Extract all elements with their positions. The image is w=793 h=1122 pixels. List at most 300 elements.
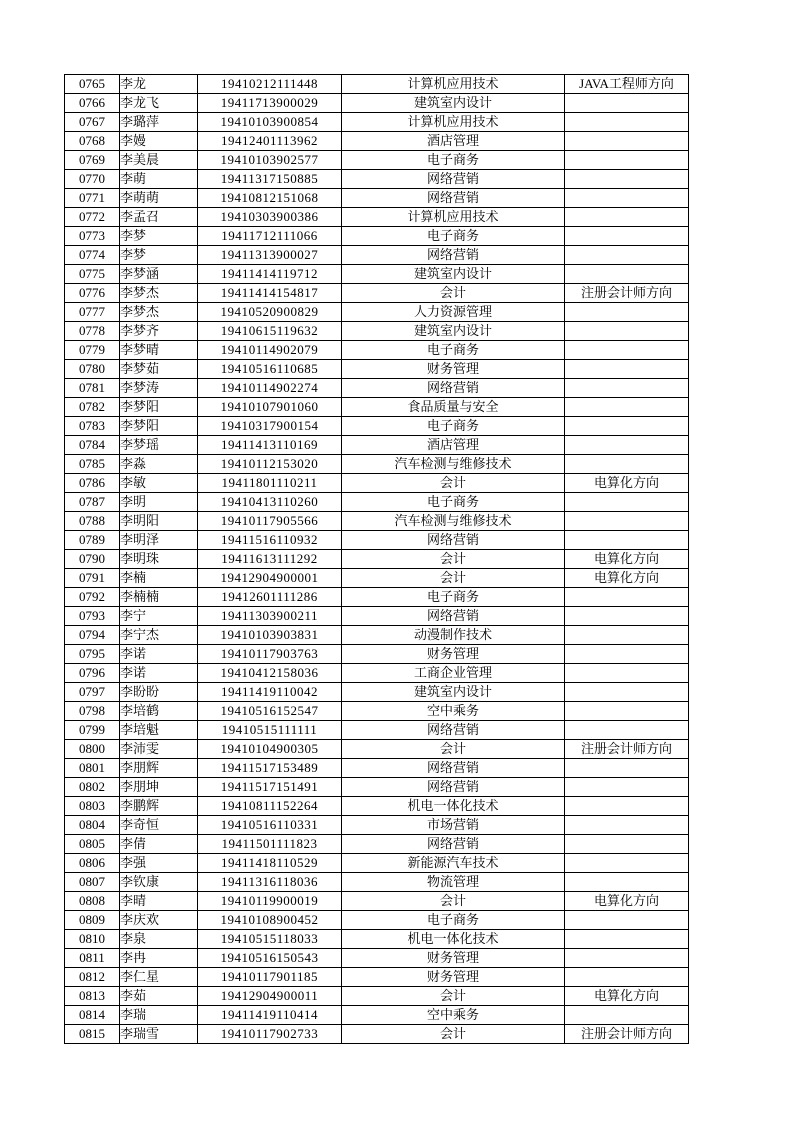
cell-direction bbox=[565, 778, 689, 797]
cell-direction bbox=[565, 322, 689, 341]
table-row bbox=[65, 227, 689, 246]
cell-major: 会计 bbox=[342, 550, 565, 569]
table-row bbox=[65, 645, 689, 664]
cell-major: 空中乘务 bbox=[342, 1006, 565, 1025]
cell-major: 会计 bbox=[342, 740, 565, 759]
table-row bbox=[65, 987, 689, 1006]
cell-name: 李诺 bbox=[120, 664, 198, 683]
cell-direction bbox=[565, 797, 689, 816]
cell-direction bbox=[565, 227, 689, 246]
table-row bbox=[65, 455, 689, 474]
cell-student-number: 19410615119632 bbox=[198, 322, 342, 341]
cell-direction bbox=[565, 189, 689, 208]
cell-id: 0809 bbox=[65, 911, 120, 930]
cell-name: 李梦茹 bbox=[120, 360, 198, 379]
cell-id: 0812 bbox=[65, 968, 120, 987]
cell-student-number: 19410114902274 bbox=[198, 379, 342, 398]
cell-direction: JAVA工程师方向 bbox=[565, 75, 689, 94]
cell-direction: 电算化方向 bbox=[565, 569, 689, 588]
cell-student-number: 19410303900386 bbox=[198, 208, 342, 227]
cell-id: 0767 bbox=[65, 113, 120, 132]
table-row bbox=[65, 873, 689, 892]
cell-name: 李庆欢 bbox=[120, 911, 198, 930]
cell-name: 李璐萍 bbox=[120, 113, 198, 132]
cell-student-number: 19411414119712 bbox=[198, 265, 342, 284]
cell-name: 李晴 bbox=[120, 892, 198, 911]
cell-student-number: 19410317900154 bbox=[198, 417, 342, 436]
cell-student-number: 19410114902079 bbox=[198, 341, 342, 360]
cell-major: 网络营销 bbox=[342, 835, 565, 854]
cell-student-number: 19411712111066 bbox=[198, 227, 342, 246]
cell-student-number: 19410516152547 bbox=[198, 702, 342, 721]
cell-major: 汽车检测与维修技术 bbox=[342, 512, 565, 531]
cell-major: 网络营销 bbox=[342, 531, 565, 550]
cell-id: 0796 bbox=[65, 664, 120, 683]
cell-major: 网络营销 bbox=[342, 778, 565, 797]
table-row bbox=[65, 113, 689, 132]
cell-id: 0785 bbox=[65, 455, 120, 474]
cell-direction bbox=[565, 607, 689, 626]
cell-id: 0774 bbox=[65, 246, 120, 265]
table-row bbox=[65, 379, 689, 398]
table-row bbox=[65, 189, 689, 208]
cell-major: 财务管理 bbox=[342, 949, 565, 968]
cell-direction bbox=[565, 854, 689, 873]
cell-direction: 电算化方向 bbox=[565, 550, 689, 569]
cell-name: 李龙 bbox=[120, 75, 198, 94]
cell-student-number: 19410108900452 bbox=[198, 911, 342, 930]
cell-major: 新能源汽车技术 bbox=[342, 854, 565, 873]
cell-direction bbox=[565, 835, 689, 854]
cell-student-number: 19411414154817 bbox=[198, 284, 342, 303]
cell-name: 李仁星 bbox=[120, 968, 198, 987]
cell-major: 财务管理 bbox=[342, 968, 565, 987]
cell-student-number: 19411419110414 bbox=[198, 1006, 342, 1025]
cell-name: 李泉 bbox=[120, 930, 198, 949]
table-row bbox=[65, 493, 689, 512]
cell-direction: 电算化方向 bbox=[565, 474, 689, 493]
cell-direction: 注册会计师方向 bbox=[565, 740, 689, 759]
table-row bbox=[65, 151, 689, 170]
cell-id: 0803 bbox=[65, 797, 120, 816]
cell-student-number: 19411516110932 bbox=[198, 531, 342, 550]
cell-student-number: 19410103900854 bbox=[198, 113, 342, 132]
cell-id: 0794 bbox=[65, 626, 120, 645]
cell-major: 建筑室内设计 bbox=[342, 322, 565, 341]
table-row bbox=[65, 284, 689, 303]
cell-name: 李钦康 bbox=[120, 873, 198, 892]
cell-name: 李诺 bbox=[120, 645, 198, 664]
cell-id: 0795 bbox=[65, 645, 120, 664]
cell-name: 李梦 bbox=[120, 246, 198, 265]
cell-id: 0782 bbox=[65, 398, 120, 417]
cell-id: 0786 bbox=[65, 474, 120, 493]
cell-name: 李鹏辉 bbox=[120, 797, 198, 816]
cell-id: 0787 bbox=[65, 493, 120, 512]
cell-major: 工商企业管理 bbox=[342, 664, 565, 683]
cell-name: 李梦晴 bbox=[120, 341, 198, 360]
cell-major: 计算机应用技术 bbox=[342, 113, 565, 132]
cell-major: 计算机应用技术 bbox=[342, 208, 565, 227]
cell-major: 会计 bbox=[342, 569, 565, 588]
cell-major: 财务管理 bbox=[342, 360, 565, 379]
cell-student-number: 19410516150543 bbox=[198, 949, 342, 968]
cell-student-number: 19411418110529 bbox=[198, 854, 342, 873]
cell-name: 李楠 bbox=[120, 569, 198, 588]
cell-id: 0765 bbox=[65, 75, 120, 94]
cell-major: 会计 bbox=[342, 892, 565, 911]
cell-direction bbox=[565, 512, 689, 531]
cell-major: 计算机应用技术 bbox=[342, 75, 565, 94]
cell-direction bbox=[565, 455, 689, 474]
table-row bbox=[65, 892, 689, 911]
cell-student-number: 19412401113962 bbox=[198, 132, 342, 151]
table-row bbox=[65, 569, 689, 588]
table-row bbox=[65, 835, 689, 854]
cell-major: 电子商务 bbox=[342, 911, 565, 930]
cell-id: 0779 bbox=[65, 341, 120, 360]
cell-direction: 注册会计师方向 bbox=[565, 1025, 689, 1044]
cell-student-number: 19411317150885 bbox=[198, 170, 342, 189]
table-row bbox=[65, 930, 689, 949]
table-row bbox=[65, 341, 689, 360]
table-row bbox=[65, 1006, 689, 1025]
table-row bbox=[65, 588, 689, 607]
table-row bbox=[65, 417, 689, 436]
cell-id: 0799 bbox=[65, 721, 120, 740]
cell-name: 李瑞 bbox=[120, 1006, 198, 1025]
cell-id: 0788 bbox=[65, 512, 120, 531]
cell-id: 0793 bbox=[65, 607, 120, 626]
cell-direction bbox=[565, 94, 689, 113]
table-row bbox=[65, 550, 689, 569]
table-row bbox=[65, 303, 689, 322]
table-row bbox=[65, 626, 689, 645]
cell-student-number: 19410413110260 bbox=[198, 493, 342, 512]
cell-name: 李明 bbox=[120, 493, 198, 512]
cell-name: 李美晨 bbox=[120, 151, 198, 170]
cell-id: 0797 bbox=[65, 683, 120, 702]
cell-id: 0781 bbox=[65, 379, 120, 398]
cell-direction bbox=[565, 873, 689, 892]
cell-id: 0806 bbox=[65, 854, 120, 873]
cell-direction bbox=[565, 208, 689, 227]
cell-direction bbox=[565, 341, 689, 360]
cell-direction bbox=[565, 968, 689, 987]
cell-student-number: 19411613111292 bbox=[198, 550, 342, 569]
cell-major: 网络营销 bbox=[342, 759, 565, 778]
cell-student-number: 19410103903831 bbox=[198, 626, 342, 645]
cell-id: 0789 bbox=[65, 531, 120, 550]
table-row bbox=[65, 170, 689, 189]
cell-direction bbox=[565, 265, 689, 284]
cell-name: 李淼 bbox=[120, 455, 198, 474]
cell-major: 电子商务 bbox=[342, 227, 565, 246]
table-row bbox=[65, 75, 689, 94]
cell-student-number: 19410117905566 bbox=[198, 512, 342, 531]
cell-name: 李梦阳 bbox=[120, 417, 198, 436]
cell-direction bbox=[565, 816, 689, 835]
cell-major: 网络营销 bbox=[342, 607, 565, 626]
cell-name: 李盼盼 bbox=[120, 683, 198, 702]
cell-major: 市场营销 bbox=[342, 816, 565, 835]
table-row bbox=[65, 132, 689, 151]
cell-id: 0768 bbox=[65, 132, 120, 151]
cell-student-number: 19411419110042 bbox=[198, 683, 342, 702]
cell-student-number: 19410112153020 bbox=[198, 455, 342, 474]
table-row bbox=[65, 246, 689, 265]
cell-student-number: 19410516110685 bbox=[198, 360, 342, 379]
cell-student-number: 19410104900305 bbox=[198, 740, 342, 759]
cell-major: 电子商务 bbox=[342, 341, 565, 360]
cell-id: 0814 bbox=[65, 1006, 120, 1025]
cell-major: 电子商务 bbox=[342, 151, 565, 170]
cell-student-number: 19410119900019 bbox=[198, 892, 342, 911]
cell-id: 0807 bbox=[65, 873, 120, 892]
cell-id: 0791 bbox=[65, 569, 120, 588]
cell-id: 0773 bbox=[65, 227, 120, 246]
table-row bbox=[65, 759, 689, 778]
cell-student-number: 19411316118036 bbox=[198, 873, 342, 892]
cell-major: 网络营销 bbox=[342, 379, 565, 398]
cell-major: 会计 bbox=[342, 474, 565, 493]
cell-student-number: 19412904900001 bbox=[198, 569, 342, 588]
cell-major: 建筑室内设计 bbox=[342, 683, 565, 702]
table-row bbox=[65, 436, 689, 455]
cell-name: 李梦阳 bbox=[120, 398, 198, 417]
cell-id: 0780 bbox=[65, 360, 120, 379]
cell-direction bbox=[565, 360, 689, 379]
cell-major: 空中乘务 bbox=[342, 702, 565, 721]
cell-name: 李萌萌 bbox=[120, 189, 198, 208]
cell-major: 网络营销 bbox=[342, 721, 565, 740]
cell-student-number: 19412601111286 bbox=[198, 588, 342, 607]
cell-major: 人力资源管理 bbox=[342, 303, 565, 322]
cell-id: 0801 bbox=[65, 759, 120, 778]
cell-id: 0800 bbox=[65, 740, 120, 759]
cell-direction bbox=[565, 170, 689, 189]
table-row bbox=[65, 968, 689, 987]
cell-id: 0771 bbox=[65, 189, 120, 208]
cell-name: 李楠楠 bbox=[120, 588, 198, 607]
table-row bbox=[65, 797, 689, 816]
cell-major: 机电一体化技术 bbox=[342, 797, 565, 816]
table-row bbox=[65, 398, 689, 417]
table-row bbox=[65, 683, 689, 702]
cell-direction bbox=[565, 113, 689, 132]
cell-name: 李梦瑶 bbox=[120, 436, 198, 455]
cell-major: 建筑室内设计 bbox=[342, 94, 565, 113]
cell-major: 会计 bbox=[342, 1025, 565, 1044]
cell-direction: 电算化方向 bbox=[565, 892, 689, 911]
cell-major: 电子商务 bbox=[342, 588, 565, 607]
cell-name: 李奇恒 bbox=[120, 816, 198, 835]
cell-direction bbox=[565, 911, 689, 930]
table-row bbox=[65, 702, 689, 721]
cell-name: 李梦杰 bbox=[120, 284, 198, 303]
table-row bbox=[65, 1025, 689, 1044]
cell-name: 李冉 bbox=[120, 949, 198, 968]
table-row bbox=[65, 265, 689, 284]
cell-major: 汽车检测与维修技术 bbox=[342, 455, 565, 474]
cell-student-number: 19411517151491 bbox=[198, 778, 342, 797]
cell-major: 酒店管理 bbox=[342, 132, 565, 151]
cell-name: 李梦涵 bbox=[120, 265, 198, 284]
cell-student-number: 19411713900029 bbox=[198, 94, 342, 113]
cell-student-number: 19410412158036 bbox=[198, 664, 342, 683]
cell-student-number: 19411313900027 bbox=[198, 246, 342, 265]
cell-id: 0811 bbox=[65, 949, 120, 968]
cell-student-number: 19410117901185 bbox=[198, 968, 342, 987]
cell-name: 李敏 bbox=[120, 474, 198, 493]
cell-id: 0790 bbox=[65, 550, 120, 569]
cell-id: 0775 bbox=[65, 265, 120, 284]
table-row bbox=[65, 816, 689, 835]
table-row bbox=[65, 911, 689, 930]
cell-direction bbox=[565, 664, 689, 683]
cell-major: 电子商务 bbox=[342, 493, 565, 512]
cell-student-number: 19410515111111 bbox=[198, 721, 342, 740]
table-row bbox=[65, 778, 689, 797]
cell-name: 李沛雯 bbox=[120, 740, 198, 759]
cell-id: 0813 bbox=[65, 987, 120, 1006]
cell-student-number: 19411303900211 bbox=[198, 607, 342, 626]
cell-direction bbox=[565, 1006, 689, 1025]
cell-id: 0798 bbox=[65, 702, 120, 721]
roster-body bbox=[65, 75, 689, 1044]
cell-student-number: 19410103902577 bbox=[198, 151, 342, 170]
cell-direction bbox=[565, 930, 689, 949]
cell-id: 0815 bbox=[65, 1025, 120, 1044]
cell-name: 李倩 bbox=[120, 835, 198, 854]
cell-student-number: 19411801110211 bbox=[198, 474, 342, 493]
cell-name: 李梦涛 bbox=[120, 379, 198, 398]
cell-id: 0772 bbox=[65, 208, 120, 227]
table-row bbox=[65, 322, 689, 341]
table-row bbox=[65, 949, 689, 968]
cell-id: 0783 bbox=[65, 417, 120, 436]
cell-student-number: 19411501111823 bbox=[198, 835, 342, 854]
student-roster-table bbox=[64, 74, 689, 1044]
cell-id: 0808 bbox=[65, 892, 120, 911]
cell-direction bbox=[565, 531, 689, 550]
cell-direction bbox=[565, 417, 689, 436]
cell-student-number: 19412904900011 bbox=[198, 987, 342, 1006]
table-row bbox=[65, 208, 689, 227]
table-row bbox=[65, 474, 689, 493]
table-row bbox=[65, 854, 689, 873]
cell-id: 0769 bbox=[65, 151, 120, 170]
cell-direction: 电算化方向 bbox=[565, 987, 689, 1006]
cell-direction bbox=[565, 683, 689, 702]
cell-name: 李梦杰 bbox=[120, 303, 198, 322]
cell-student-number: 19411517153489 bbox=[198, 759, 342, 778]
cell-name: 李明珠 bbox=[120, 550, 198, 569]
cell-id: 0810 bbox=[65, 930, 120, 949]
cell-major: 会计 bbox=[342, 987, 565, 1006]
cell-student-number: 19410811152264 bbox=[198, 797, 342, 816]
cell-student-number: 19410520900829 bbox=[198, 303, 342, 322]
table-row bbox=[65, 664, 689, 683]
cell-name: 李梦 bbox=[120, 227, 198, 246]
cell-major: 建筑室内设计 bbox=[342, 265, 565, 284]
cell-id: 0802 bbox=[65, 778, 120, 797]
cell-direction bbox=[565, 493, 689, 512]
cell-id: 0804 bbox=[65, 816, 120, 835]
cell-direction bbox=[565, 759, 689, 778]
table-row bbox=[65, 360, 689, 379]
cell-direction bbox=[565, 588, 689, 607]
cell-student-number: 19410117903763 bbox=[198, 645, 342, 664]
cell-direction bbox=[565, 626, 689, 645]
cell-major: 食品质量与安全 bbox=[342, 398, 565, 417]
cell-student-number: 19410107901060 bbox=[198, 398, 342, 417]
cell-direction bbox=[565, 398, 689, 417]
cell-student-number: 19410516110331 bbox=[198, 816, 342, 835]
cell-id: 0784 bbox=[65, 436, 120, 455]
table-row bbox=[65, 607, 689, 626]
cell-name: 李宁杰 bbox=[120, 626, 198, 645]
cell-name: 李朋坤 bbox=[120, 778, 198, 797]
cell-direction: 注册会计师方向 bbox=[565, 284, 689, 303]
cell-name: 李培鹤 bbox=[120, 702, 198, 721]
cell-name: 李宁 bbox=[120, 607, 198, 626]
cell-id: 0805 bbox=[65, 835, 120, 854]
cell-major: 动漫制作技术 bbox=[342, 626, 565, 645]
cell-student-number: 19410515118033 bbox=[198, 930, 342, 949]
cell-id: 0766 bbox=[65, 94, 120, 113]
table-row bbox=[65, 721, 689, 740]
table-row bbox=[65, 94, 689, 113]
cell-major: 机电一体化技术 bbox=[342, 930, 565, 949]
cell-direction bbox=[565, 702, 689, 721]
cell-direction bbox=[565, 645, 689, 664]
cell-direction bbox=[565, 379, 689, 398]
cell-direction bbox=[565, 303, 689, 322]
cell-name: 李嫚 bbox=[120, 132, 198, 151]
cell-student-number: 19410212111448 bbox=[198, 75, 342, 94]
cell-direction bbox=[565, 949, 689, 968]
cell-student-number: 19410812151068 bbox=[198, 189, 342, 208]
cell-id: 0778 bbox=[65, 322, 120, 341]
cell-student-number: 19411413110169 bbox=[198, 436, 342, 455]
cell-name: 李孟召 bbox=[120, 208, 198, 227]
cell-id: 0792 bbox=[65, 588, 120, 607]
cell-name: 李瑞雪 bbox=[120, 1025, 198, 1044]
cell-direction bbox=[565, 132, 689, 151]
cell-id: 0770 bbox=[65, 170, 120, 189]
cell-major: 酒店管理 bbox=[342, 436, 565, 455]
cell-student-number: 19410117902733 bbox=[198, 1025, 342, 1044]
cell-major: 网络营销 bbox=[342, 189, 565, 208]
table-row bbox=[65, 531, 689, 550]
cell-major: 电子商务 bbox=[342, 417, 565, 436]
cell-direction bbox=[565, 151, 689, 170]
cell-name: 李梦齐 bbox=[120, 322, 198, 341]
cell-name: 李萌 bbox=[120, 170, 198, 189]
cell-major: 网络营销 bbox=[342, 246, 565, 265]
cell-major: 财务管理 bbox=[342, 645, 565, 664]
cell-id: 0777 bbox=[65, 303, 120, 322]
cell-major: 会计 bbox=[342, 284, 565, 303]
cell-major: 网络营销 bbox=[342, 170, 565, 189]
cell-id: 0776 bbox=[65, 284, 120, 303]
cell-name: 李茹 bbox=[120, 987, 198, 1006]
cell-name: 李明泽 bbox=[120, 531, 198, 550]
cell-name: 李强 bbox=[120, 854, 198, 873]
cell-name: 李培魁 bbox=[120, 721, 198, 740]
cell-direction bbox=[565, 436, 689, 455]
